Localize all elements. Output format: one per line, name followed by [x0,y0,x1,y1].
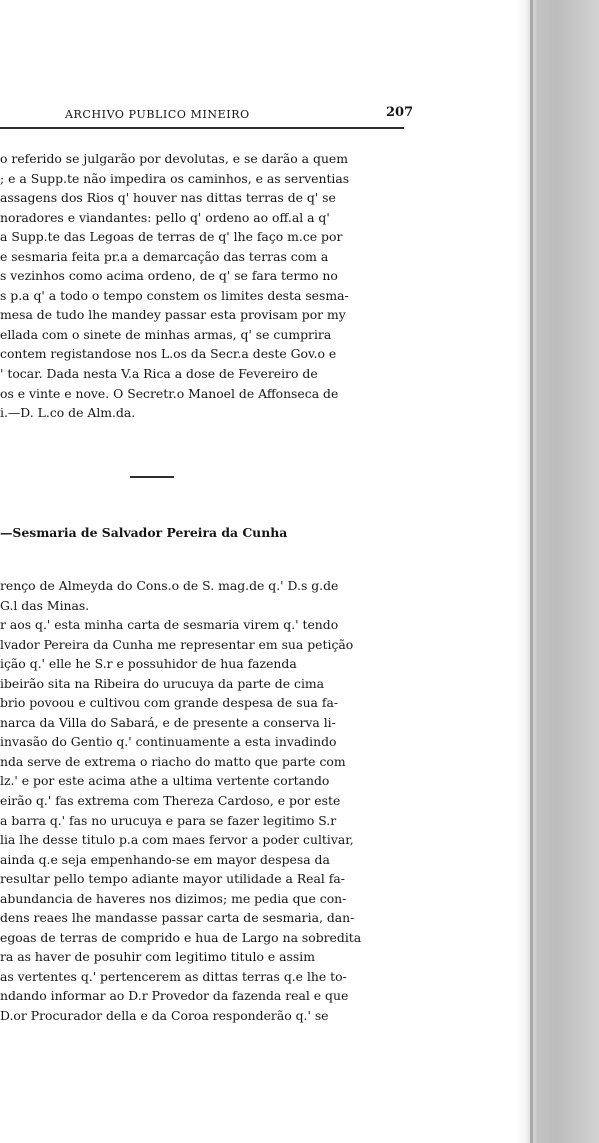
text-line: G.l das Minas. [0,597,90,613]
text-line: ellada com o sinete de minhas armas, q' se cumprira [0,326,332,342]
text-line: brio povoou e cultivou com grande despesa de sua fa- [0,695,339,711]
text-line: abundancia de haveres nos dizimos; me pedia que con- [0,890,347,906]
text-line: s vezinhos como acima ordeno, de q' se fara termo no [0,268,338,284]
text-line: a Supp.te das Legoas de terras de q' lhe faço m.ce por [0,229,343,245]
section-title: —Sesmaria de Salvador Pereira da Cunha [0,525,288,540]
paragraph-2 [0,576,426,1026]
text-line: nda serve de extrema o riacho do matto que parte com [0,753,346,769]
text-line: lvador Pereira da Cunha me representar em sua petição [0,636,354,652]
section-separator [130,476,174,478]
paragraph-1 [0,149,426,423]
text-line: ição q.' elle he S.r e possuhidor de hua fazenda [0,656,297,672]
text-line: resultar pello tempo adiante mayor utilidade a Real fa- [0,871,345,887]
text-line: s p.a q' a todo o tempo constem os limites desta sesma- [0,287,349,303]
text-line: e sesmaria feita pr.a a demarcação das terras com a [0,248,329,264]
binding-fold-line [530,0,533,1143]
text-line: dens reaes lhe mandasse passar carta de sesmaria, dan- [0,910,355,926]
text-line: ibeirão sita na Ribeira do urucuya da parte de cima [0,675,325,691]
text-line: r aos q.' esta minha carta de sesmaria virem q.' tendo [0,617,339,633]
text-line: renço de Almeyda do Cons.o de S. mag.de q.' D.s g.de [0,578,339,593]
text-line: D.or Procurador della e da Coroa responderão q.' se [0,1008,329,1024]
text-line: invasão do Gentio q.' continuamente a esta invadindo [0,734,337,750]
text-line: a barra q.' fas no urucuya e para se fazer legitimo S.r [0,812,337,828]
text-line: mesa de tudo lhe mandey passar esta provisam por my [0,307,346,323]
running-header-title: ARCHIVO PUBLICO MINEIRO [65,108,250,121]
header-divider [0,127,404,129]
page-number: 207 [386,105,414,120]
text-line: noradores e viandantes: pello q' ordeno ao off.al a q' [0,209,330,225]
text-line: ainda q.e seja empenhando-se em mayor despesa da [0,851,330,867]
text-line: narca da Villa do Sabará, e de presente a conserva li- [0,714,336,730]
text-line: ndando informar ao D.r Provedor da fazenda real e que [0,988,349,1004]
text-line: ra as haver de posuhir com legitimo titulo e assim [0,949,315,965]
text-line: contem registandose nos L.os da Secr.a deste Gov.o e [0,346,337,362]
book-binding-edge [516,0,599,1143]
text-line: ' tocar. Dada nesta V.a Rica a dose de Fevereiro de [0,366,318,382]
text-line: o referido se julgarão por devolutas, e se darão a quem [0,151,349,166]
text-line: ; e a Supp.te não impedira os caminhos, e as serventias [0,170,350,186]
text-line: i.—D. L.co de Alm.da. [0,405,136,421]
text-line: assagens dos Rios q' houver nas dittas terras de q' se [0,190,336,206]
text-line: eirão q.' fas extrema com Thereza Cardoso, e por este [0,793,341,809]
text-line: lz.' e por este acima athe a ultima vertente cortando [0,773,330,789]
text-line: os e vinte e nove. O Secretr.o Manoel de Affonseca de [0,385,339,401]
text-line: egoas de terras de comprido e hua de Largo na sobredita [0,929,362,945]
text-line: lia lhe desse titulo p.a com maes fervor a poder cultivar, [0,832,354,848]
text-line: as vertentes q.' pertencerem as dittas terras q.e lhe to- [0,968,347,984]
